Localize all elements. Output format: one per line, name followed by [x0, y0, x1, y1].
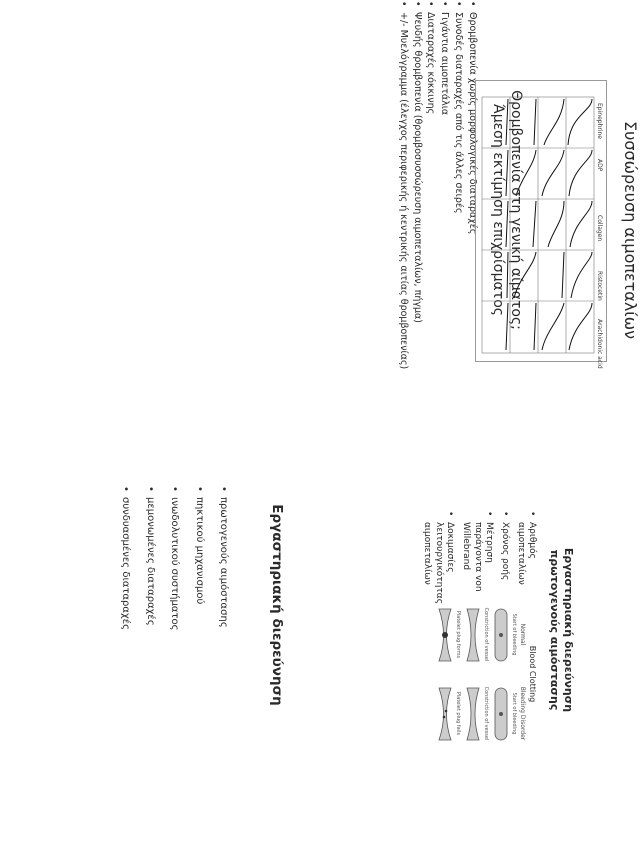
- aggregation-curves-figure: [475, 80, 607, 369]
- figure-grid: [436, 598, 527, 750]
- title-line-2: Άμεση εκτίμηση επιχρίσματος: [489, 104, 506, 316]
- vessel-icon: [492, 607, 512, 663]
- slide-title: [548, 510, 576, 750]
- slide-body: [416, 510, 537, 750]
- slide-platelet-aggregation: [340, 80, 640, 410]
- cell-caption: Constriction of vessel: [483, 686, 490, 741]
- list-item: • Ψευδής θρομβοπενία (θρομβοσυσσώρευση αιμοπεταλίων, πήγμα): [410, 0, 424, 420]
- list-item: • ινωδολυτικού συστήματος: [167, 485, 182, 725]
- list-item: • Αριθμός αιμοπεταλίων: [514, 510, 537, 592]
- title-line-1: Θρομβοπενία στη γενική αίματος;: [508, 90, 524, 330]
- slide-rotated-content: [35, 485, 285, 725]
- cell-caption: Constriction of vessel: [483, 607, 490, 662]
- list-item: • Θρομβοπενία χωρίς μορφολογικές διαταραχές: [465, 0, 479, 420]
- slide-rotated-content: [430, 80, 640, 380]
- column-label: Epinephrine: [596, 103, 604, 139]
- figure-cell: [436, 677, 462, 750]
- slide-lab-investigation: [40, 480, 285, 730]
- cell-caption: Start of bleeding: [511, 692, 518, 735]
- slide-rotated-content: [325, 510, 575, 750]
- list-item: • συνδυασμένες διαταραχές: [118, 485, 133, 725]
- column-label: Arachidonic acid: [596, 319, 604, 369]
- list-item: • Μέτρηση παράγοντα von Willebrand: [459, 510, 494, 592]
- constricted-vessel-icon: [464, 607, 484, 663]
- cell-caption: Platelet plug fails: [455, 691, 462, 736]
- figure-cell: [436, 598, 462, 671]
- figure-title: Blood Clotting: [528, 645, 538, 703]
- title-line-2: πρωτογενούς αιμόστασης: [548, 549, 562, 711]
- list-item: • πρωτογενούς αιμόστασης: [216, 485, 231, 725]
- slide-title: Εργαστηριακή διερεύνηση: [269, 504, 285, 706]
- list-item: • Δοκιμασίες λειτουργικότητας αιμοπεταλίων: [420, 510, 455, 592]
- slide-primary-hemostasis: [330, 505, 575, 755]
- bullet-list: [118, 485, 231, 725]
- platelet-plug-icon: [436, 607, 456, 663]
- list-item: • Χρόνος ροής: [498, 510, 510, 592]
- list-item: • Διαταραχές κόκκινης: [424, 0, 438, 420]
- cell-caption: Platelet plug forms: [455, 610, 462, 659]
- figure-cell: [464, 598, 490, 671]
- column-disorder-label: Bleeding Disorder: [519, 686, 527, 741]
- vessel-icon: [492, 686, 512, 742]
- list-item: • πηκτικού μηχανισμού: [191, 485, 206, 725]
- list-item: • +/- Μυελόγραμμα (έλεγχος περιφερικής ή κεντρικής αιτίας θρομβοπενίας): [396, 0, 410, 420]
- bullet-column: [416, 510, 538, 605]
- blood-clotting-figure: [416, 598, 537, 750]
- list-item: • Συνοδές διαταραχές από τις άλλες σειρές: [451, 0, 465, 420]
- cell-caption: Start of bleeding: [511, 613, 518, 656]
- title-line-1: Εργαστηριακή διερεύνηση: [562, 547, 575, 713]
- bullet-list: [420, 510, 538, 605]
- figure-cell: [492, 677, 518, 750]
- failed-plug-icon: [436, 686, 456, 742]
- column-normal-label: Normal: [519, 623, 527, 646]
- list-item: • μεμονωμένες διαταραχές: [142, 485, 157, 725]
- column-label: Ristocetin: [596, 271, 604, 301]
- figure-cell: [492, 598, 518, 671]
- list-item: • Γιγάντια αιμοπετάλια: [437, 0, 451, 420]
- column-label: Collagen: [596, 215, 604, 242]
- column-label: ADP: [596, 159, 604, 172]
- slide-title: Συσσώρευση αιμοπεταλίων: [621, 120, 640, 340]
- constricted-vessel-icon: [464, 686, 484, 742]
- figure-cell: [464, 677, 490, 750]
